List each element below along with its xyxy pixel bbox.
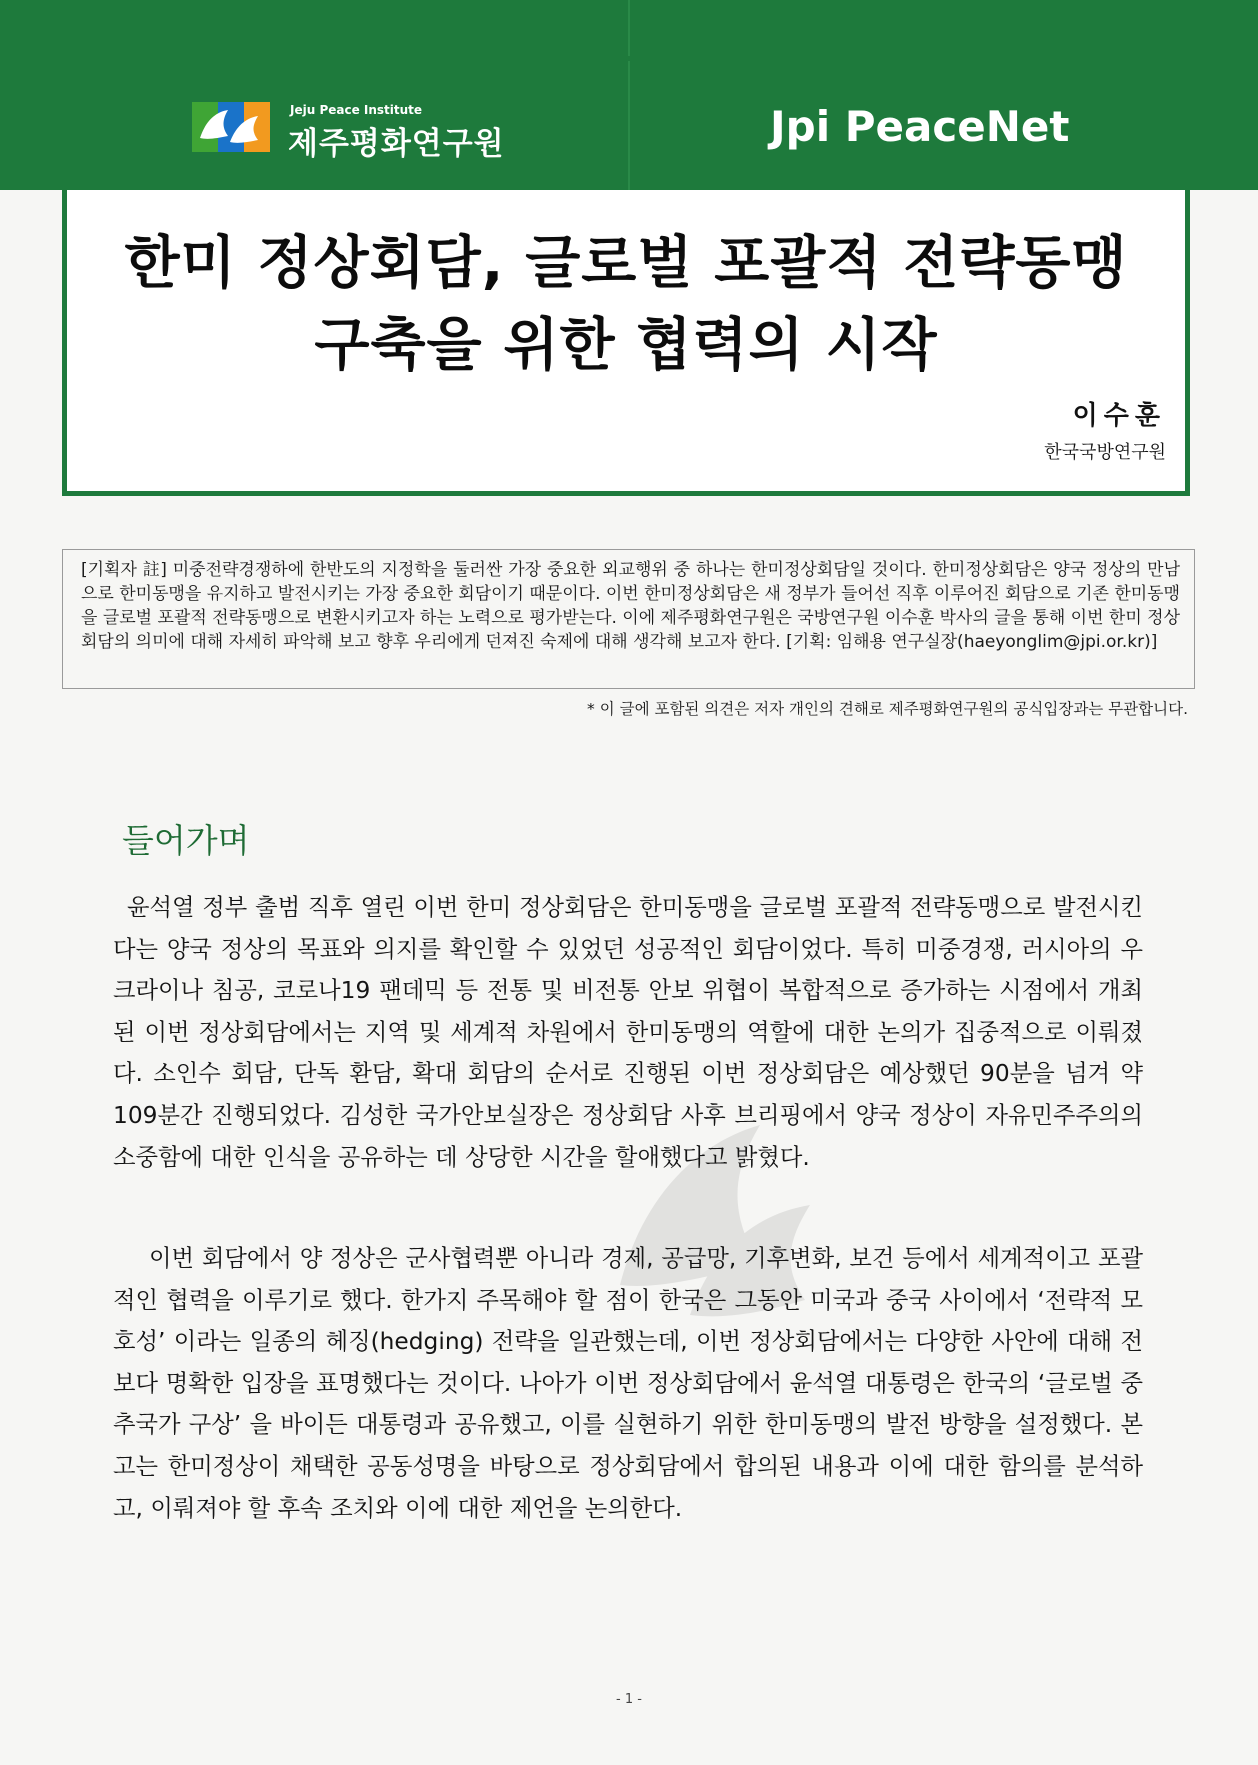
jeju-peace-institute-logo[interactable] [192, 98, 505, 162]
disclaimer: * 이 글에 포함된 의견은 저자 개인의 견해로 제주평화연구원의 공식입장과는 무관합니다. [587, 700, 1188, 718]
editor-note: [기획자 註] 미중전략경쟁하에 한반도의 지정학을 둘러싼 가장 중요한 외교행위 중 하나는 한미정상회담일 것이다. 한미정상회담은 양국 정상의 만남으로 한미동맹을 유지하고 발전시키는 가장 중요한 회담이기 때문이다. 이번 한미정상회담은 새 정부가 들어선 직후 이루어진 회담으로 기존 한미동맹을 글로벌 포괄적 전략동맹으로 변환시키고자 하는 노력으로 평가받는다. 이에 제주평화연구원은 국방연구원 이수훈 박사의 글을 통해 이번 한미 정상회담의 의미에 대해 자세히 파악해 보고 향후 우리에게 던져진 숙제에 대해 생각해 보고자 한다. [기획: 임해용 연구실장(haeyonglim@jpi.or.kr)] [62, 549, 1195, 689]
document-title [67, 222, 1185, 386]
title-line-1: 한미 정상회담, 글로벌 포괄적 전략동맹 [124, 230, 1128, 296]
peacenet-brand[interactable]: Jpi PeaceNet [770, 102, 1070, 151]
body-paragraph-2: 이번 회담에서 양 정상은 군사협력뿐 아니라 경제, 공급망, 기후변화, 보건 등에서 세계적이고 포괄적인 협력을 이루기로 했다. 한가지 주목해야 할 점이 한국은 그동안 미국과 중국 사이에서 ‘전략적 모호성’ 이라는 일종의 헤징(hedging) 전략을 일관했는데, 이번 정상회담에서는 다양한 사안에 대해 전보다 명확한 입장을 표명했다는 것이다. 나아가 이번 정상회담에서 윤석열 대통령은 한국의 ‘글로벌 중추국가 구상’ 을 바이든 대통령과 공유했고, 이를 실현하기 위한 한미동맹의 발전 방향을 설정했다. 본고는 한미정상이 채택한 공동성명을 바탕으로 정상회담에서 합의된 내용과 이에 대한 함의를 분석하고, 이뤄져야 할 후속 조치와 이에 대한 제언을 논의한다. [113, 1245, 1143, 1522]
section-heading: 들어가며 [122, 821, 250, 860]
dove-logo-icon [192, 98, 276, 156]
author-affiliation: 한국국방연구원 [1044, 442, 1166, 463]
institute-name-ko: 제주평화연구원 [288, 126, 505, 162]
page-number: - 1 - [616, 1692, 642, 1707]
author-name: 이수훈 [1072, 401, 1166, 431]
institute-name-en: Jeju Peace Institute [290, 103, 423, 117]
title-line-2: 구축을 위한 협력의 시작 [314, 312, 938, 378]
body-paragraph-1: 윤석열 정부 출범 직후 열린 이번 한미 정상회담은 한미동맹을 글로벌 포괄적 전략동맹으로 발전시킨다는 양국 정상의 목표와 의지를 확인할 수 있었던 성공적인 회담이었다. 특히 미중경쟁, 러시아의 우크라이나 침공, 코로나19 팬데믹 등 전통 및 비전통 안보 위협이 복합적으로 증가하는 시점에서 개최된 이번 정상회담에서는 지역 및 세계적 차원에서 한미동맹의 역할에 대한 논의가 집중적으로 이뤄졌다. 소인수 회담, 단독 환담, 확대 회담의 순서로 진행된 이번 정상회담은 예상했던 90분을 넘겨 약 109분간 진행되었다. 김성한 국가안보실장은 정상회담 사후 브리핑에서 양국 정상이 자유민주주의의 소중함에 대한 인식을 공유하는 데 상당한 시간을 할애했다고 밝혔다. [113, 894, 1143, 1171]
